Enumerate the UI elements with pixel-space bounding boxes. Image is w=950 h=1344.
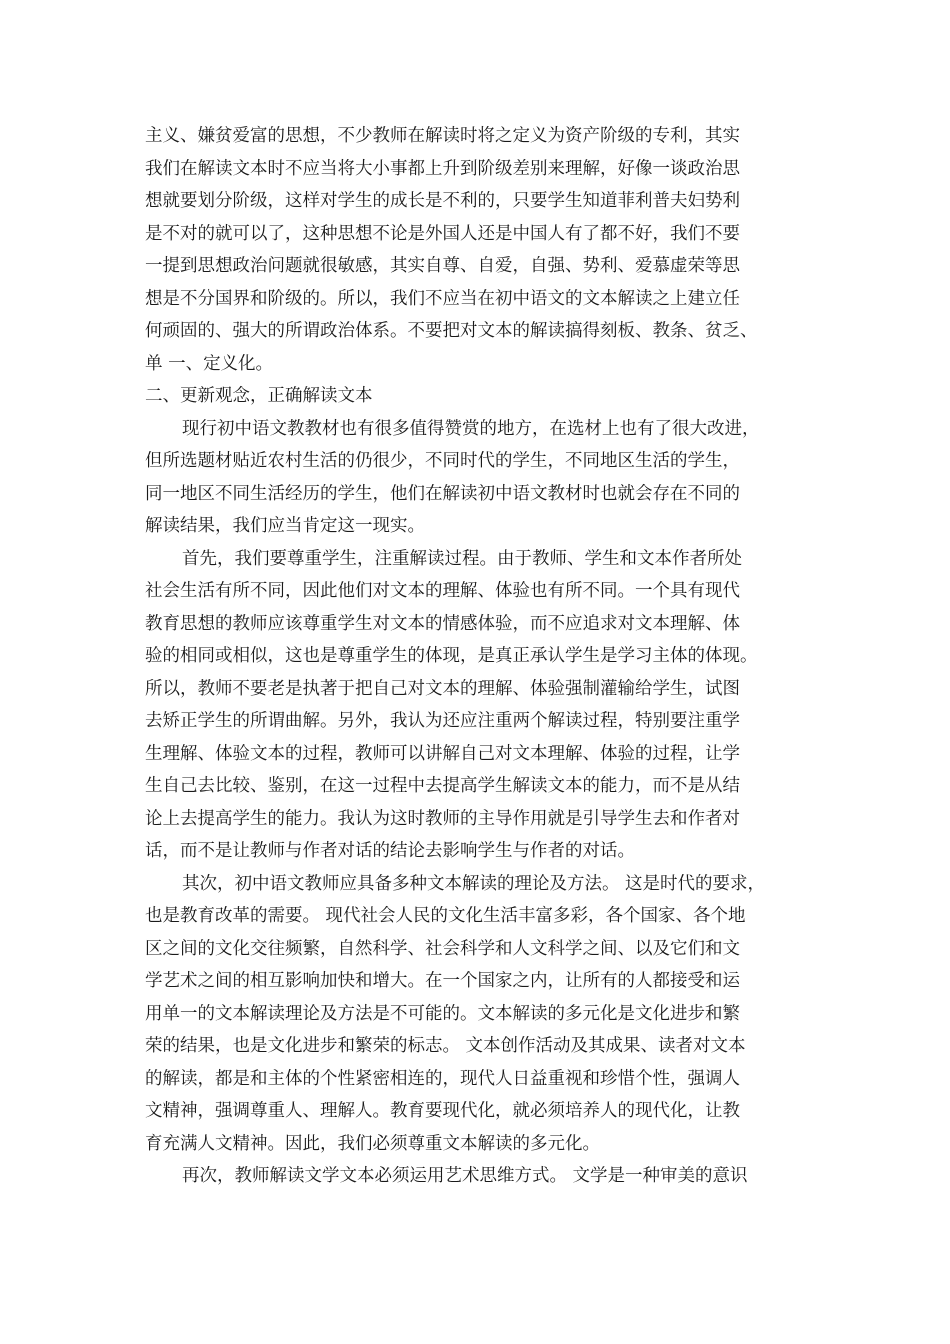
text-line: 育充满人文精神。因此，我们必须尊重文本解读的多元化。 — [145, 1133, 600, 1154]
text-line: 其次，初中语文教师应具备多种文本解读的理论及方法。 这是时代的要求， — [182, 873, 766, 894]
text-line: 同一地区不同生活经历的学生，他们在解读初中语文教材时也就会存在不同的 — [145, 483, 740, 504]
text-line: 主义、嫌贫爱富的思想，不少教师在解读时将之定义为资产阶级的专利，其实 — [145, 126, 740, 146]
text-line: 话，而不是让教师与作者对话的结论去影响学生与作者的对话。 — [145, 841, 635, 861]
text-line: 是不对的就可以了，这种思想不论是外国人还是中国人有了都不好，我们不要 — [145, 223, 740, 244]
text-line: 验的相同或相似，这也是尊重学生的体现，是真正承认学生是学习主体的体现。 — [145, 646, 758, 666]
text-line: 社会生活有所不同，因此他们对文本的理解、体验也有所不同。一个具有现代 — [145, 581, 740, 601]
text-line: 何顽固的、强大的所谓政治体系。不要把对文本的解读搞得刻板、教条、贫乏、 — [145, 321, 758, 341]
section-heading: 二、更新观念，正确解读文本 — [145, 386, 373, 406]
text-line: 文精神，强调尊重人、理解人。教育要现代化，就必须培养人的现代化，让教 — [145, 1101, 740, 1121]
text-line: 想就要划分阶级，这样对学生的成长是不利的，只要学生知道菲利普夫妇势利 — [145, 191, 740, 211]
text-line: 用单一的文本解读理论及方法是不可能的。文本解读的多元化是文化进步和繁 — [145, 1003, 740, 1024]
text-line: 但所选题材贴近农村生活的仍很少，不同时代的学生，不同地区生活的学生， — [145, 451, 740, 471]
text-line: 生理解、体验文本的过程，教师可以讲解自己对文本理解、体验的过程，让学 — [145, 743, 740, 764]
text-line: 再次，教师解读文学文本必须运用艺术思维方式。 文学是一种审美的意识 — [182, 1166, 748, 1186]
text-line: 我们在解读文本时不应当将大小事都上升到阶级差别来理解，好像一谈政治思 — [145, 158, 740, 179]
text-line: 教育思想的教师应该尊重学生对文本的情感体验，而不应追求对文本理解、体 — [145, 613, 740, 634]
document-body — [145, 120, 825, 1193]
text-line: 一提到思想政治问题就很敏感，其实自尊、自爱，自强、势利、爱慕虚荣等思 — [145, 256, 740, 276]
text-line: 区之间的文化交往频繁，自然科学、社会科学和人文科学之间、以及它们和文 — [145, 938, 740, 959]
text-line: 也是教育改革的需要。 现代社会人民的文化生活丰富多彩，各个国家、各个地 — [145, 906, 746, 926]
text-line: 论上去提高学生的能力。我认为这时教师的主导作用就是引导学生去和作者对 — [145, 808, 740, 829]
text-line: 的解读，都是和主体的个性紧密相连的，现代人日益重视和珍惜个性，强调人 — [145, 1068, 740, 1089]
text-line: 生自己去比较、鉴别，在这一过程中去提高学生解读文本的能力，而不是从结 — [145, 776, 740, 796]
text-line: 去矫正学生的所谓曲解。另外，我认为还应注重两个解读过程，特别要注重学 — [145, 711, 740, 731]
text-line: 学艺术之间的相互影响加快和增大。在一个国家之内，让所有的人都接受和运 — [145, 971, 740, 991]
text-line: 解读结果，我们应当肯定这一现实。 — [145, 516, 425, 536]
text-line: 现行初中语文教教材也有很多值得赞赏的地方，在选材上也有了很大改进， — [182, 418, 760, 439]
text-line: 单 一、定义化。 — [145, 353, 274, 374]
text-line: 荣的结果，也是文化进步和繁荣的标志。 文本创作活动及其成果、读者对文本 — [145, 1036, 746, 1056]
text-line: 想是不分国界和阶级的。所以，我们不应当在初中语文的文本解读之上建立任 — [145, 288, 740, 309]
text-line: 首先，我们要尊重学生，注重解读过程。由于教师、学生和文本作者所处 — [182, 548, 742, 569]
text-line: 所以，教师不要老是执著于把自己对文本的理解、体验强制灌输给学生，试图 — [145, 678, 740, 699]
